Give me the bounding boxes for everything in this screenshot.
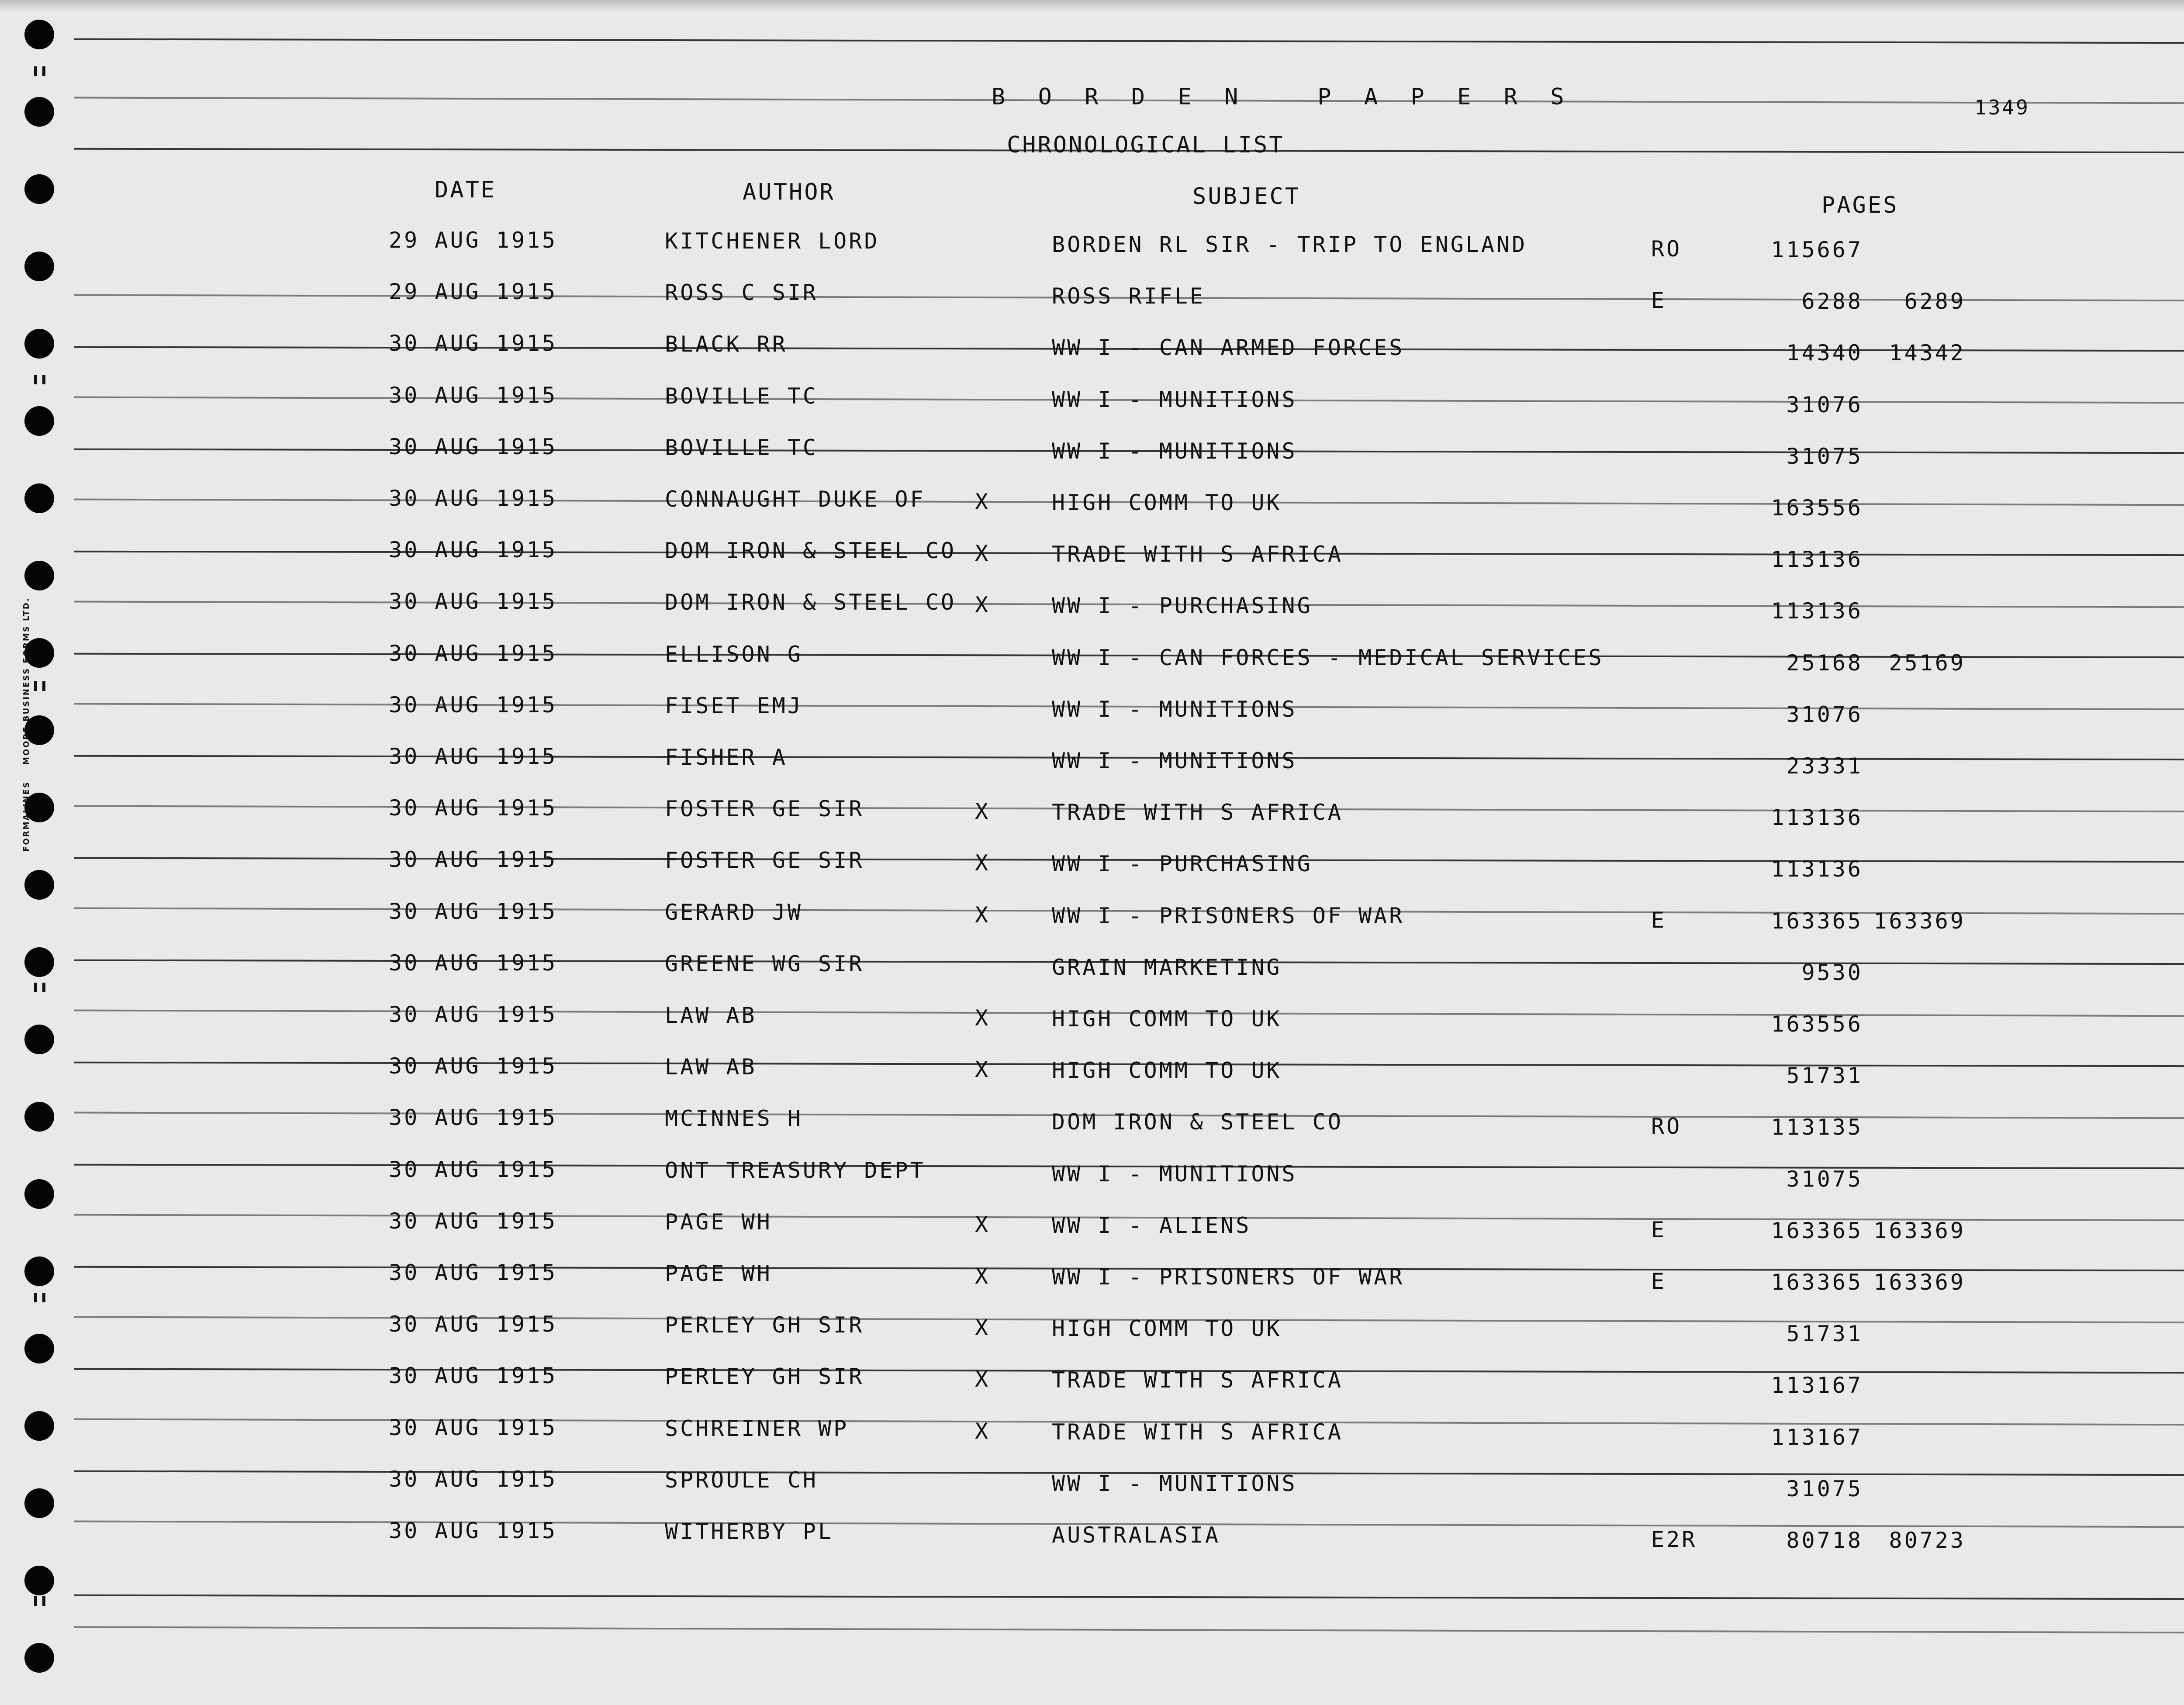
- table-row: [0, 380, 2184, 420]
- cell-author: FOSTER GE SIR: [665, 796, 864, 822]
- table-row: [0, 1198, 2184, 1243]
- table-row: [0, 1453, 2184, 1501]
- cell-x-flag: X: [975, 902, 991, 928]
- cell-subject: GRAIN MARKETING: [1052, 954, 1282, 980]
- cell-x-flag: X: [975, 1315, 991, 1341]
- cell-page-from: 113136: [1771, 598, 1863, 624]
- cell-author: PAGE WH: [665, 1261, 772, 1286]
- column-header-pages: PAGES: [1821, 192, 1899, 218]
- cell-page-from: 23331: [1786, 753, 1863, 779]
- cell-subject: HIGH COMM TO UK: [1052, 1316, 1282, 1342]
- cell-x-flag: X: [975, 489, 991, 514]
- cell-page-from: 163556: [1771, 495, 1863, 521]
- cell-page-from: 113136: [1771, 805, 1863, 831]
- cell-date: 30 AUG 1915: [389, 1208, 558, 1234]
- cell-page-to: 25169: [1889, 650, 1966, 676]
- table-row: [0, 1351, 2184, 1398]
- cell-author: BLACK RR: [665, 331, 788, 357]
- cell-subject: WW I - MUNITIONS: [1052, 696, 1297, 722]
- cell-subject: HIGH COMM TO UK: [1052, 490, 1282, 515]
- cell-author: GERARD JW: [665, 899, 803, 925]
- table-row: [0, 1300, 2184, 1347]
- perforation-mark: [34, 66, 45, 76]
- cell-subject: WW I - ALIENS: [1052, 1212, 1251, 1238]
- cell-x-flag: X: [975, 1057, 991, 1083]
- cell-code: E: [1651, 288, 1667, 314]
- cell-date: 30 AUG 1915: [389, 847, 558, 873]
- cell-subject: TRADE WITH S AFRICA: [1052, 542, 1343, 567]
- cell-code: RO: [1651, 1114, 1682, 1139]
- cell-date: 30 AUG 1915: [389, 744, 558, 769]
- ruled-line: [74, 1626, 2184, 1634]
- cell-x-flag: X: [975, 1263, 991, 1289]
- cell-subject: WW I - CAN ARMED FORCES: [1052, 335, 1405, 361]
- table-row: [0, 789, 2184, 831]
- cell-date: 30 AUG 1915: [389, 898, 558, 924]
- cell-subject: BORDEN RL SIR - TRIP TO ENGLAND: [1052, 232, 1527, 257]
- table-row: [0, 431, 2184, 471]
- cell-author: ROSS C SIR: [665, 280, 819, 306]
- feed-hole: [24, 174, 54, 204]
- cell-page-from: 14340: [1786, 340, 1863, 366]
- cell-author: SPROULE CH: [665, 1467, 819, 1493]
- cell-author: DOM IRON & STEEL CO: [665, 538, 956, 564]
- cell-page-from: 80718: [1786, 1528, 1863, 1553]
- cell-author: PERLEY GH SIR: [665, 1312, 864, 1338]
- cell-author: FISHER A: [665, 745, 788, 770]
- cell-date: 30 AUG 1915: [389, 1156, 558, 1182]
- cell-page-from: 31076: [1786, 392, 1863, 418]
- cell-date: 30 AUG 1915: [389, 1260, 558, 1285]
- table-row: [0, 483, 2184, 522]
- cell-author: PERLEY GH SIR: [665, 1364, 864, 1390]
- cell-subject: DOM IRON & STEEL CO: [1052, 1109, 1343, 1135]
- table-row: [0, 585, 2184, 624]
- cell-subject: WW I - PRISONERS OF WAR: [1052, 903, 1405, 928]
- ruled-line: [74, 1595, 2184, 1600]
- cell-subject: TRADE WITH S AFRICA: [1052, 1419, 1343, 1445]
- cell-page-from: 113167: [1771, 1373, 1863, 1398]
- cell-page-to: 163369: [1873, 1218, 1966, 1243]
- cell-x-flag: X: [975, 1211, 991, 1237]
- cell-subject: WW I - MUNITIONS: [1052, 748, 1297, 773]
- cell-date: 29 AUG 1915: [389, 279, 558, 305]
- cell-page-from: 113135: [1771, 1115, 1863, 1140]
- page-number: 1349: [1974, 96, 2030, 119]
- cell-page-from: 25168: [1786, 650, 1863, 676]
- cell-page-from: 51731: [1786, 1063, 1863, 1089]
- cell-code: E2R: [1651, 1527, 1697, 1552]
- cell-subject: TRADE WITH S AFRICA: [1052, 1367, 1343, 1393]
- cell-subject: WW I - PURCHASING: [1052, 851, 1313, 877]
- cell-page-from: 113136: [1771, 547, 1863, 573]
- report-title: B O R D E N P A P E R S: [992, 84, 1574, 110]
- cell-page-to: 6289: [1904, 289, 1966, 314]
- table-row: [0, 687, 2184, 726]
- cell-page-to: 163369: [1873, 1270, 1966, 1295]
- cell-page-from: 115667: [1771, 237, 1863, 262]
- cell-date: 30 AUG 1915: [389, 382, 558, 408]
- cell-author: ONT TREASURY DEPT: [665, 1157, 926, 1183]
- cell-page-from: 163365: [1771, 1218, 1863, 1243]
- cell-x-flag: X: [975, 592, 991, 618]
- cell-author: GREENE WG SIR: [665, 951, 864, 977]
- cell-subject: WW I - PURCHASING: [1052, 593, 1313, 619]
- cell-date: 29 AUG 1915: [389, 228, 558, 253]
- table-row: [0, 1045, 2184, 1089]
- column-header-author: AUTHOR: [743, 179, 835, 205]
- cell-subject: WW I - MUNITIONS: [1052, 387, 1297, 412]
- cell-subject: WW I - MUNITIONS: [1052, 438, 1297, 464]
- cell-author: DOM IRON & STEEL CO: [665, 590, 956, 615]
- cell-x-flag: X: [975, 1367, 991, 1392]
- cell-page-from: 31076: [1786, 701, 1863, 727]
- cell-subject: WW I - MUNITIONS: [1052, 1161, 1297, 1187]
- cell-author: BOVILLE TC: [665, 383, 819, 409]
- cell-page-to: 80723: [1889, 1528, 1966, 1553]
- cell-date: 30 AUG 1915: [389, 1363, 558, 1389]
- cell-date: 30 AUG 1915: [389, 1415, 558, 1440]
- cell-page-from: 163556: [1771, 1011, 1863, 1037]
- cell-page-to: 14342: [1889, 340, 1966, 366]
- cell-author: MCINNES H: [665, 1106, 803, 1132]
- cell-date: 30 AUG 1915: [389, 692, 558, 718]
- table-row: [0, 1096, 2184, 1140]
- table-row: [0, 942, 2184, 985]
- cell-date: 30 AUG 1915: [389, 434, 558, 459]
- cell-author: KITCHENER LORD: [665, 228, 880, 254]
- table-row: [0, 840, 2184, 880]
- cell-x-flag: X: [975, 541, 991, 566]
- table-row: [0, 329, 2184, 369]
- torn-top-edge: [0, 0, 2184, 12]
- cell-subject: TRADE WITH S AFRICA: [1052, 800, 1343, 825]
- column-header-subject: SUBJECT: [1192, 183, 1301, 210]
- cell-page-from: 163365: [1771, 908, 1863, 934]
- perforation-mark: [34, 1596, 45, 1606]
- feed-hole: [24, 1643, 54, 1673]
- cell-x-flag: X: [975, 799, 991, 825]
- cell-date: 30 AUG 1915: [389, 1002, 558, 1027]
- column-header-date: DATE: [435, 177, 497, 203]
- cell-subject: WW I - MUNITIONS: [1052, 1470, 1297, 1496]
- cell-date: 30 AUG 1915: [389, 1105, 558, 1131]
- table-row: [0, 278, 2184, 318]
- cell-date: 30 AUG 1915: [389, 1053, 558, 1079]
- feed-hole: [24, 97, 54, 127]
- cell-date: 30 AUG 1915: [389, 331, 558, 356]
- cell-page-from: 31075: [1786, 1476, 1863, 1501]
- cell-code: E: [1651, 907, 1667, 933]
- cell-page-from: 31075: [1786, 443, 1863, 469]
- cell-subject: HIGH COMM TO UK: [1052, 1006, 1282, 1032]
- cell-subject: AUSTRALASIA: [1052, 1522, 1221, 1548]
- table-row: [0, 738, 2184, 777]
- cell-date: 30 AUG 1915: [389, 589, 558, 614]
- cell-date: 30 AUG 1915: [389, 1466, 558, 1492]
- cell-page-from: 113167: [1771, 1424, 1863, 1450]
- cell-x-flag: X: [975, 850, 991, 876]
- cell-author: SCHREINER WP: [665, 1415, 849, 1441]
- cell-author: CONNAUGHT DUKE OF: [665, 487, 926, 512]
- form-imprint: FORMALINES MOORE BUSINESS FORMS LTD.: [22, 597, 31, 852]
- cell-page-from: 51731: [1786, 1321, 1863, 1347]
- cell-x-flag: X: [975, 1005, 991, 1031]
- cell-subject: HIGH COMM TO UK: [1052, 1058, 1282, 1084]
- table-row: [0, 1249, 2184, 1295]
- cell-page-to: 163369: [1873, 908, 1966, 934]
- table-row: [0, 636, 2184, 675]
- cell-author: ELLISON G: [665, 641, 803, 667]
- cell-author: LAW AB: [665, 1054, 757, 1080]
- perforation-mark: [34, 983, 45, 992]
- cell-page-from: 113136: [1771, 856, 1863, 882]
- cell-date: 30 AUG 1915: [389, 486, 558, 511]
- feed-hole: [24, 20, 54, 49]
- cell-code: RO: [1651, 236, 1682, 262]
- cell-date: 30 AUG 1915: [389, 1518, 558, 1543]
- cell-subject: WW I - CAN FORCES - MEDICAL SERVICES: [1052, 645, 1604, 670]
- table-row: [0, 227, 2184, 266]
- cell-subject: WW I - PRISONERS OF WAR: [1052, 1264, 1405, 1290]
- cell-date: 30 AUG 1915: [389, 640, 558, 666]
- cell-page-from: 9530: [1801, 959, 1863, 985]
- cell-author: BOVILLE TC: [665, 435, 819, 460]
- table-row: [0, 891, 2184, 934]
- cell-date: 30 AUG 1915: [389, 795, 558, 821]
- cell-date: 30 AUG 1915: [389, 1312, 558, 1337]
- cell-page-from: 31075: [1786, 1166, 1863, 1192]
- ruled-line: [74, 38, 2184, 44]
- table-row: [0, 1402, 2184, 1450]
- cell-author: FISET EMJ: [665, 693, 803, 718]
- cell-date: 30 AUG 1915: [389, 537, 558, 563]
- cell-code: E: [1651, 1269, 1667, 1294]
- cell-author: LAW AB: [665, 1003, 757, 1028]
- cell-x-flag: X: [975, 1418, 991, 1444]
- cell-subject: ROSS RIFLE: [1052, 283, 1206, 309]
- cell-page-from: 6288: [1801, 289, 1863, 314]
- cell-page-from: 163365: [1771, 1270, 1863, 1295]
- table-row: [0, 534, 2184, 573]
- feed-hole: [24, 1566, 54, 1595]
- table-row: [0, 1505, 2184, 1553]
- report-subtitle: CHRONOLOGICAL LIST: [1007, 132, 1285, 158]
- cell-code: E: [1651, 1217, 1667, 1243]
- table-row: [0, 1147, 2184, 1192]
- table-row: [0, 994, 2184, 1037]
- cell-author: WITHERBY PL: [665, 1519, 834, 1544]
- cell-author: PAGE WH: [665, 1209, 772, 1235]
- cell-date: 30 AUG 1915: [389, 950, 558, 976]
- cell-author: FOSTER GE SIR: [665, 848, 864, 873]
